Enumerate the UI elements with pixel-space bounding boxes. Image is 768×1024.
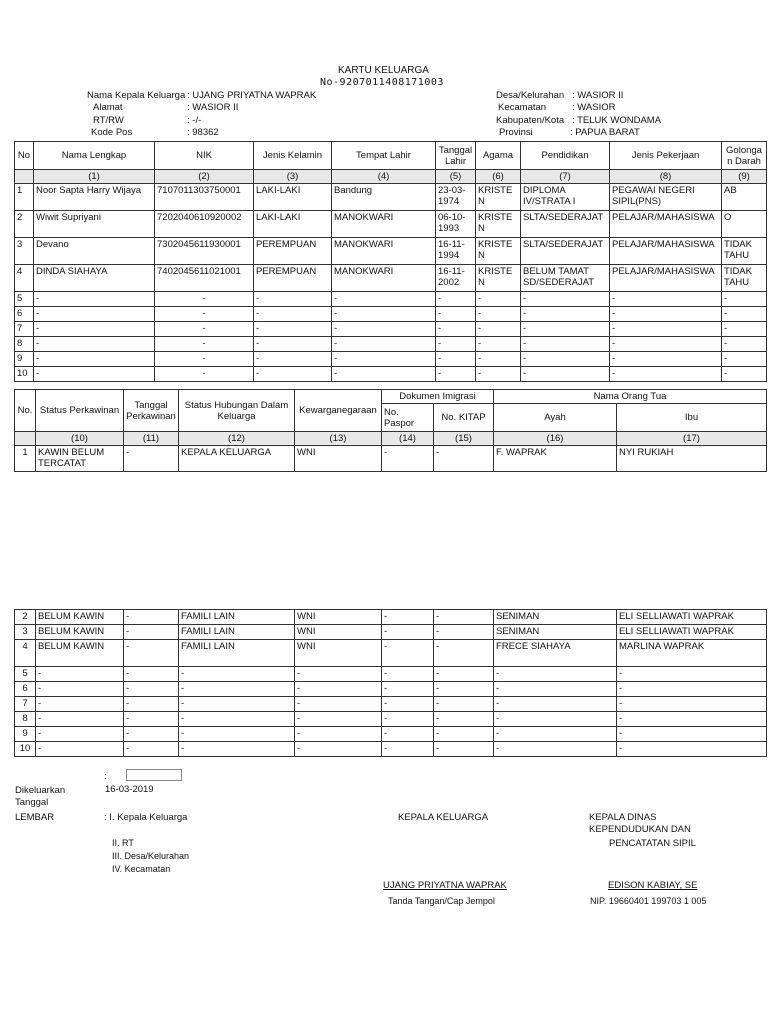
table-cell: - [476, 292, 521, 307]
table-cell: WNI [295, 610, 382, 625]
t2-colnum-8: (17) [617, 432, 767, 446]
table-cell: - [722, 292, 767, 307]
table-cell: - [36, 712, 124, 727]
table-cell: - [179, 712, 295, 727]
tanggal-value: 16-03-2019 [105, 784, 154, 795]
t1-colnum-0 [15, 170, 34, 184]
table-cell: - [36, 667, 124, 682]
table-cell: MANOKWARI [332, 238, 436, 265]
table-row [15, 682, 767, 697]
table-cell: - [494, 742, 617, 757]
table-cell: 7202040610920002 [155, 211, 254, 238]
t1-colnum-2: (2) [155, 170, 254, 184]
table-cell: - [382, 742, 434, 757]
table-cell: - [521, 322, 610, 337]
table-cell: - [722, 367, 767, 382]
table-cell: - [382, 727, 434, 742]
t2-colnum-6: (15) [434, 432, 494, 446]
t1-colnum-8: (8) [610, 170, 722, 184]
table-cell: KRISTEN [476, 265, 521, 292]
table-row [15, 712, 767, 727]
table-cell: - [34, 337, 155, 352]
table-cell: - [332, 307, 436, 322]
table-cell: NYI RUKIAH [617, 446, 767, 472]
table-cell: - [155, 307, 254, 322]
table-cell: - [434, 697, 494, 712]
table-cell: - [332, 337, 436, 352]
table-cell: - [436, 307, 476, 322]
table-cell: - [610, 292, 722, 307]
value-kecamatan: : WASIOR [572, 102, 616, 113]
table-cell: - [494, 697, 617, 712]
table-cell: - [124, 697, 179, 712]
table-cell: - [382, 682, 434, 697]
table-cell: - [34, 292, 155, 307]
table-cell: - [34, 307, 155, 322]
t1-header-4: Tempat Lahir [332, 142, 436, 170]
table-cell: - [434, 727, 494, 742]
table-cell: 5 [15, 292, 34, 307]
table-cell: 1 [15, 446, 36, 472]
table-cell: - [382, 667, 434, 682]
col-tanggal-perkawinan: Tanggal Perkawinan [124, 390, 179, 432]
table-cell: - [436, 292, 476, 307]
table-cell: WNI [295, 640, 382, 667]
table-cell: FRECE SIAHAYA [494, 640, 617, 667]
col-ayah: Ayah [494, 404, 617, 432]
table-cell: - [155, 292, 254, 307]
label-desa: Desa/Kelurahan [496, 90, 565, 101]
colon-mark: : [104, 771, 107, 782]
t1-colnum-9: (9) [722, 170, 767, 184]
table-row [15, 211, 767, 238]
table-cell: - [476, 307, 521, 322]
table-cell: 10 [15, 742, 36, 757]
table-row [15, 742, 767, 757]
table-cell: - [521, 307, 610, 322]
table-cell: - [436, 352, 476, 367]
table-cell: 6 [15, 682, 36, 697]
col-ibu: Ibu [617, 404, 767, 432]
table-cell: - [436, 367, 476, 382]
table-cell: - [124, 712, 179, 727]
table-cell: - [254, 367, 332, 382]
table-cell: - [494, 667, 617, 682]
doc-title: KARTU KELUARGA [338, 65, 429, 76]
table-cell: KRISTEN [476, 184, 521, 211]
table-cell: - [36, 697, 124, 712]
t2-colnum-0 [15, 432, 36, 446]
table-cell: - [155, 337, 254, 352]
table-cell: 7 [15, 322, 34, 337]
col-status-perkawinan: Status Perkawinan [36, 390, 124, 432]
table-row [15, 625, 767, 640]
col-no-paspor: No. Paspor [382, 404, 434, 432]
table-row [15, 265, 767, 292]
table-cell: 06-10-1993 [436, 211, 476, 238]
table-cell: - [617, 667, 767, 682]
t2-colnum-3: (12) [179, 432, 295, 446]
col-nama-orang-tua: Nama Orang Tua [494, 390, 767, 404]
table-cell: - [494, 682, 617, 697]
table-cell: - [179, 697, 295, 712]
table-cell: BELUM KAWIN [36, 625, 124, 640]
table-cell: - [295, 697, 382, 712]
table-cell: - [155, 352, 254, 367]
table-cell: FAMILI LAIN [179, 610, 295, 625]
table-cell: - [610, 322, 722, 337]
table-row [15, 337, 767, 352]
table-cell: - [521, 367, 610, 382]
col-kewarganegaraan: Kewarganegaraan [295, 390, 382, 432]
label-kodepos: Kode Pos [91, 127, 133, 138]
table-cell: 7107011303750001 [155, 184, 254, 211]
table-cell: - [295, 727, 382, 742]
table-cell: - [254, 292, 332, 307]
t2-colnum-5: (14) [382, 432, 434, 446]
table-cell: - [617, 727, 767, 742]
table-cell: KEPALA KELUARGA [179, 446, 295, 472]
table-cell: - [476, 337, 521, 352]
table-cell: - [521, 292, 610, 307]
table-cell: 8 [15, 337, 34, 352]
t2-colnum-2: (11) [124, 432, 179, 446]
table-cell: - [254, 352, 332, 367]
table-row [15, 307, 767, 322]
label-rtrw: RT/RW [93, 115, 124, 126]
table-cell: - [36, 727, 124, 742]
table-cell: - [332, 352, 436, 367]
table-cell: - [34, 367, 155, 382]
table-row [15, 697, 767, 712]
table-cell: - [332, 367, 436, 382]
t2-colnum-1: (10) [36, 432, 124, 446]
table-cell: - [254, 322, 332, 337]
status-table [14, 389, 767, 472]
label-kepala-keluarga: Nama Kepala Keluarga [87, 90, 186, 101]
table-cell: - [722, 322, 767, 337]
table-cell: FAMILI LAIN [179, 625, 295, 640]
table-cell: - [722, 307, 767, 322]
table-row [15, 352, 767, 367]
t2-colnum-7: (16) [494, 432, 617, 446]
table-cell: - [36, 742, 124, 757]
table-cell: PEREMPUAN [254, 238, 332, 265]
table-row [15, 238, 767, 265]
table-cell: 10 [15, 367, 34, 382]
table-cell: 3 [15, 625, 36, 640]
t1-colnum-6: (6) [476, 170, 521, 184]
value-kodepos: : 98362 [187, 127, 219, 138]
table-row [15, 367, 767, 382]
table-cell: 7302045611930001 [155, 238, 254, 265]
t1-header-9: Golongan Darah [722, 142, 767, 170]
table-cell: LAKI-LAKI [254, 184, 332, 211]
table-cell: 2 [15, 211, 34, 238]
t1-header-5: Tanggal Lahir [436, 142, 476, 170]
table-cell: - [434, 625, 494, 640]
table-cell: WNI [295, 446, 382, 472]
value-kabupaten: : TELUK WONDAMA [572, 115, 662, 126]
ttd-label: Tanda Tangan/Cap Jempol [388, 896, 495, 906]
table-cell: ELI SELLIAWATI WAPRAK [617, 625, 767, 640]
t1-header-3: Jenis Kelamin [254, 142, 332, 170]
table-row [15, 610, 767, 625]
table-cell: - [610, 367, 722, 382]
table-cell: 2 [15, 610, 36, 625]
table-cell: SENIMAN [494, 610, 617, 625]
table-cell: 8 [15, 712, 36, 727]
table-cell: - [494, 712, 617, 727]
table-cell: - [434, 610, 494, 625]
table-cell: - [179, 667, 295, 682]
status-table-continued [14, 609, 767, 757]
table-cell: 23-03-1974 [436, 184, 476, 211]
table-row [15, 667, 767, 682]
table-cell: TIDAK TAHU [722, 265, 767, 292]
table-cell: 5 [15, 667, 36, 682]
table-cell: F. WAPRAK [494, 446, 617, 472]
table-cell: - [434, 742, 494, 757]
table-cell: SENIMAN [494, 625, 617, 640]
table-cell: 9 [15, 352, 34, 367]
table-cell: - [476, 322, 521, 337]
table-cell: - [124, 446, 179, 472]
table-cell: MANOKWARI [332, 265, 436, 292]
value-rtrw: : -/- [187, 115, 202, 126]
table-cell: 4 [15, 265, 34, 292]
table-cell: - [434, 682, 494, 697]
lembar-item-4: IV. Kecamatan [112, 864, 171, 874]
value-kepala-keluarga: : UJANG PRIYATNA WAPRAK [187, 90, 317, 101]
table-cell: PELAJAR/MAHASISWA [610, 265, 722, 292]
table-cell: - [436, 337, 476, 352]
table-cell: - [332, 292, 436, 307]
lembar-label: LEMBAR [15, 812, 55, 823]
table-cell: - [610, 352, 722, 367]
col-no-kitap: No. KITAP [434, 404, 494, 432]
table-cell: PEREMPUAN [254, 265, 332, 292]
table-cell: - [179, 727, 295, 742]
t1-colnum-1: (1) [34, 170, 155, 184]
table-cell: - [382, 712, 434, 727]
table-cell: Wiwit Supriyani [34, 211, 155, 238]
t1-colnum-7: (7) [521, 170, 610, 184]
t1-header-0: No [15, 142, 34, 170]
table-cell: - [382, 625, 434, 640]
table-cell: - [521, 352, 610, 367]
col-status-hubungan: Status Hubungan Dalam Keluarga [179, 390, 295, 432]
table-cell: 7 [15, 697, 36, 712]
t1-colnum-3: (3) [254, 170, 332, 184]
table-cell: - [434, 712, 494, 727]
kepala-dinas-line-1: KEPALA DINAS [589, 812, 657, 823]
table-cell: - [610, 307, 722, 322]
table-row [15, 292, 767, 307]
table-cell: - [617, 682, 767, 697]
table-cell: LAKI-LAKI [254, 211, 332, 238]
table-cell: - [617, 742, 767, 757]
kepala-dinas-line-3: PENCATATAN SIPIL [609, 838, 696, 849]
table-cell: - [434, 640, 494, 667]
table-cell: - [521, 337, 610, 352]
table-cell: - [382, 640, 434, 667]
nip-label: NIP. 19660401 199703 1 005 [590, 896, 707, 906]
col-no: No. [15, 390, 36, 432]
table-cell: 16-11-1994 [436, 238, 476, 265]
table-cell: O [722, 211, 767, 238]
table-cell: SLTA/SEDERAJAT [521, 238, 610, 265]
table-cell: 1 [15, 184, 34, 211]
table-cell: - [124, 625, 179, 640]
kk-number: No-9207011408171003 [320, 77, 444, 88]
t1-header-1: Nama Lengkap [34, 142, 155, 170]
table-cell: - [36, 682, 124, 697]
table-cell: Noor Sapta Harry Wijaya [34, 184, 155, 211]
table-cell: KAWIN BELUM TERCATAT [36, 446, 124, 472]
table-cell: - [124, 640, 179, 667]
table-cell: - [494, 727, 617, 742]
t1-colnum-5: (5) [436, 170, 476, 184]
table-cell: SLTA/SEDERAJAT [521, 211, 610, 238]
table-cell: - [124, 610, 179, 625]
table-cell: BELUM KAWIN [36, 640, 124, 667]
label-kecamatan: Kecamatan [498, 102, 547, 113]
table-cell: KRISTEN [476, 211, 521, 238]
table-cell: Devano [34, 238, 155, 265]
table-cell: - [155, 367, 254, 382]
table-cell: AB [722, 184, 767, 211]
table-cell: - [434, 667, 494, 682]
table-cell: - [722, 352, 767, 367]
table-cell: 4 [15, 640, 36, 667]
table-cell: - [476, 352, 521, 367]
table-cell: 16-11-2002 [436, 265, 476, 292]
table-cell: - [254, 337, 332, 352]
label-alamat: Alamat [93, 102, 123, 113]
table-cell: - [382, 697, 434, 712]
t1-header-2: NIK [155, 142, 254, 170]
table-cell: - [476, 367, 521, 382]
lembar-item-1: : I. Kepala Keluarga [104, 812, 188, 823]
kepala-keluarga-name: UJANG PRIYATNA WAPRAK [383, 880, 507, 891]
table-cell: MANOKWARI [332, 211, 436, 238]
table-cell: - [295, 742, 382, 757]
table-cell: BELUM TAMAT SD/SEDERAJAT [521, 265, 610, 292]
table-cell: - [34, 352, 155, 367]
table-cell: DIPLOMA IV/STRATA I [521, 184, 610, 211]
dikeluarkan-label: Dikeluarkan [15, 785, 66, 796]
kepala-dinas-line-2: KEPENDUDUKAN DAN [589, 824, 691, 835]
t1-header-6: Agama [476, 142, 521, 170]
table-cell: - [617, 697, 767, 712]
table-row [15, 446, 767, 472]
value-alamat: : WASIOR II [187, 102, 239, 113]
table-cell: - [295, 682, 382, 697]
table-cell: ELI SELLIAWATI WAPRAK [617, 610, 767, 625]
table-cell: 3 [15, 238, 34, 265]
table-cell: - [124, 742, 179, 757]
table-cell: - [332, 322, 436, 337]
table-cell: - [179, 742, 295, 757]
tanggal-label: Tanggal [15, 797, 49, 808]
table-cell: KRISTEN [476, 238, 521, 265]
table-row [15, 727, 767, 742]
table-cell: - [434, 446, 494, 472]
table-cell: - [124, 667, 179, 682]
table-row [15, 322, 767, 337]
t1-header-7: Pendidikan [521, 142, 610, 170]
table-row [15, 184, 767, 211]
lembar-item-2: II. RT [112, 838, 134, 848]
kepala-keluarga-label: KEPALA KELUARGA [398, 812, 489, 823]
col-dokumen-imigrasi: Dokumen Imigrasi [382, 390, 494, 404]
table-cell: Bandung [332, 184, 436, 211]
table-cell: - [382, 446, 434, 472]
table-cell: - [179, 682, 295, 697]
small-box [126, 769, 182, 781]
table-cell: - [254, 307, 332, 322]
table-cell: - [124, 682, 179, 697]
value-desa: : WASIOR II [572, 90, 624, 101]
table-cell: - [155, 322, 254, 337]
table-cell: - [722, 337, 767, 352]
label-provinsi: Provinsi [499, 127, 533, 138]
table-cell: - [617, 712, 767, 727]
value-provinsi: : PAPUA BARAT [570, 127, 640, 138]
table-cell: 9 [15, 727, 36, 742]
table-cell: - [610, 337, 722, 352]
table-cell: - [436, 322, 476, 337]
table-cell: - [34, 322, 155, 337]
t1-header-8: Jenis Pekerjaan [610, 142, 722, 170]
table-cell: WNI [295, 625, 382, 640]
t1-colnum-4: (4) [332, 170, 436, 184]
table-cell: DINDA SIAHAYA [34, 265, 155, 292]
table-cell: - [295, 712, 382, 727]
table-cell: 7402045611021001 [155, 265, 254, 292]
table-cell: 6 [15, 307, 34, 322]
lembar-item-3: III. Desa/Kelurahan [112, 851, 190, 861]
table-cell: - [382, 610, 434, 625]
table-cell: - [124, 727, 179, 742]
table-cell: PELAJAR/MAHASISWA [610, 211, 722, 238]
table-row [15, 640, 767, 667]
table-cell: BELUM KAWIN [36, 610, 124, 625]
label-kabupaten: Kabupaten/Kota [496, 115, 565, 126]
t2-colnum-4: (13) [295, 432, 382, 446]
table-cell: PEGAWAI NEGERI SIPIL(PNS) [610, 184, 722, 211]
table-cell: TIDAK TAHU [722, 238, 767, 265]
family-members-table [14, 141, 767, 382]
table-cell: MARLINA WAPRAK [617, 640, 767, 667]
table-cell: - [295, 667, 382, 682]
table-cell: FAMILI LAIN [179, 640, 295, 667]
kepala-dinas-name: EDISON KABIAY, SE [608, 880, 698, 891]
table-cell: PELAJAR/MAHASISWA [610, 238, 722, 265]
